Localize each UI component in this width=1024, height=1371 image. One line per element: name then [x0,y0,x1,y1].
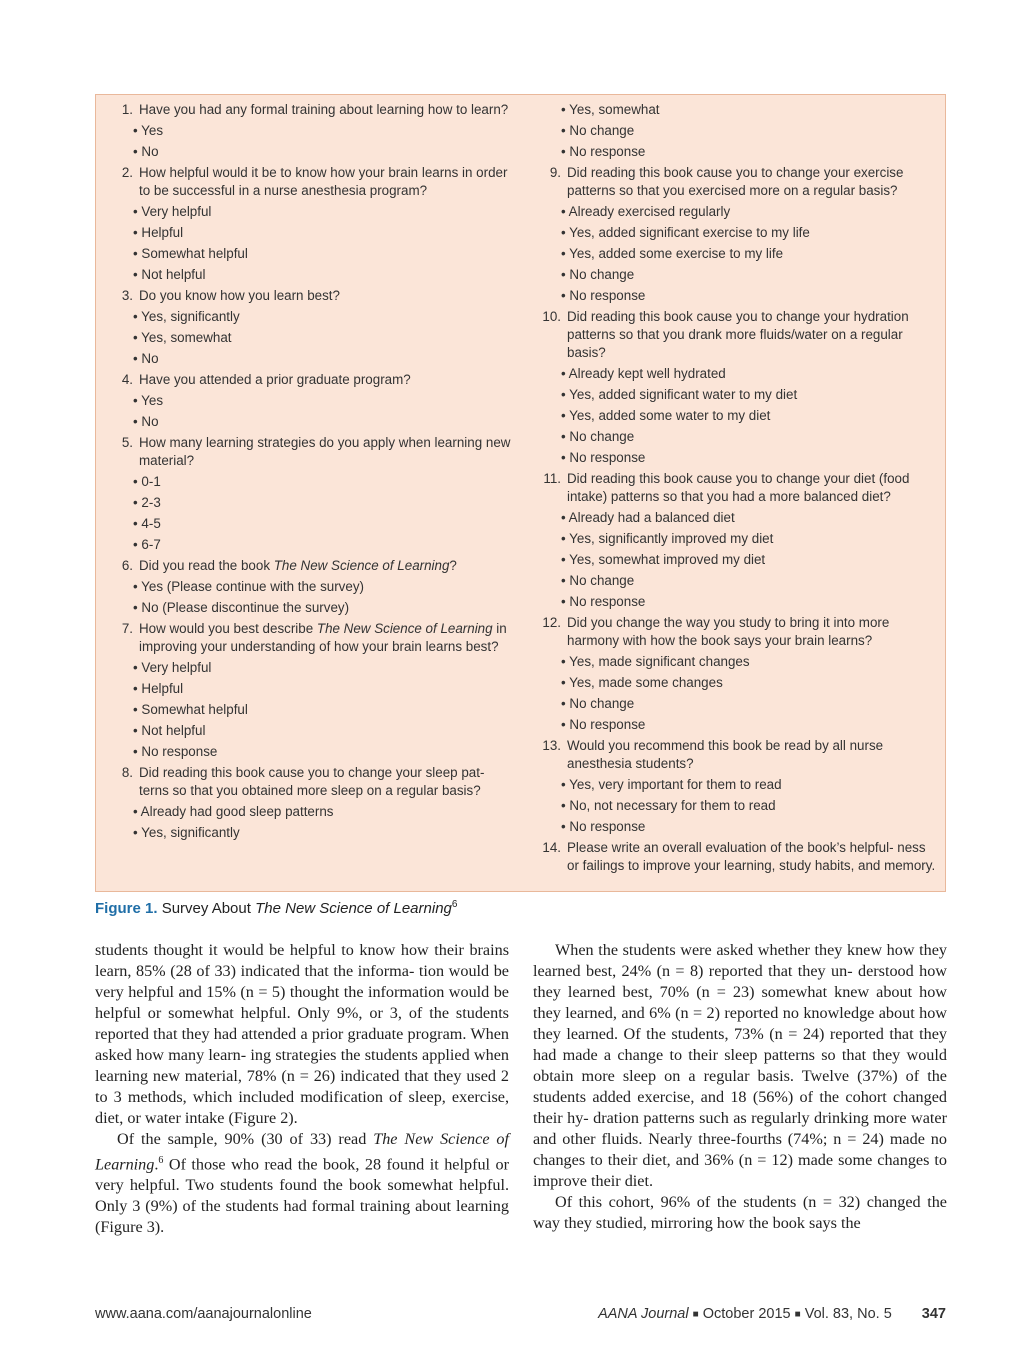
reference-superscript: 6 [158,1155,164,1166]
answer-option: • Helpful [133,225,184,240]
answer-option: • Already kept well hydrated [561,366,726,381]
question-text-part: Did reading this book cause you to change your diet (food intake) patterns so that you had a more balanced diet? [567,471,910,504]
answer-option: • Somewhat helpful [133,702,248,717]
survey-column-left [110,101,515,845]
question-number: 5. [121,435,133,450]
answer-option: • Very helpful [133,660,212,675]
body-paragraph [533,1192,947,1234]
footer-journal-name: AANA Journal [598,1306,689,1322]
question-text [139,101,515,119]
paragraph-text: students thought it would be helpful to know how their brains learn, 85% (28 of 33) indicated that the informa- tion would be very helpful and 15% (n = 5) thought the information would be helpful or somewhat helpful. Only 9%, or 3, of the students reported that they had attended a prior graduate program. When asked how many learn- ing strategies the students applied when learning new material, 78% (n = 26) indicated that they used 2 to 3 methods, which included modification of sleep, exercise, diet, or water intake (Figure 2). [95,941,509,1127]
survey-question [110,557,515,575]
question-number: 12. [542,615,561,630]
answer-option: • No [133,351,159,366]
figure-caption [95,899,457,917]
question-text-part: Did you change the way you study to bring it into more harmony with how the book says your brain learns? [567,615,890,648]
footer-separator: ■ [692,1309,699,1320]
answer-option: • Yes, somewhat [133,330,232,345]
question-number: 8. [121,765,133,780]
question-text-part: How helpful would it be to know how your brain learns in order to be successful in a nurse anesthesia program? [139,165,508,198]
question-text-part: How many learning strategies do you apply when learning new material? [139,435,511,468]
survey-question [110,287,515,305]
answer-option: • Yes, somewhat improved my diet [561,552,766,567]
question-text-part: Did reading this book cause you to change your sleep pat- terns so that you obtained more sleep on a regular basis? [139,765,485,798]
question-text [567,839,940,875]
paragraph-text: When the students were asked whether they knew how they learned best, 24% (n = 8) reported that they un- derstood how they learned best, 70% (n = 23) somewhat knew about how they learned, and 6% (n = 2) reported no knowledge about how they learned. Of the students, 73% (n = 24) reported that they had made a change to their sleep patterns so that they would obtain more sleep on a regular basis. Twelve (37%) of the students added exercise, and 18 (56%) of the cohort changed their hy- dration patterns such as regularly drinking more water and other fluids. Nearly three-fourths (74%; n = 24) made no changes to their diet, and 36% (n = 12) made some changes to improve their diet. [533,941,947,1190]
answer-option: • Yes, very important for them to read [561,777,782,792]
answer-option: • Yes (Please continue with the survey) [133,579,364,594]
question-number: 14. [542,840,561,855]
question-text-part: How would you best describe [139,621,317,636]
answer-option: • No response [561,288,646,303]
question-number: 2. [121,165,133,180]
question-text [139,557,515,575]
question-text-part: Did reading this book cause you to change your hydration patterns so that you drank more fluids/water on a regular basis? [567,309,909,360]
survey-column-right [538,101,940,878]
footer-url: www.aana.com/aanajournalonline [95,1306,312,1322]
answer-option: • Already exercised regularly [561,204,731,219]
answer-option: • 0-1 [133,474,161,489]
question-text-part: Have you had any formal training about learning how to learn? [139,102,509,117]
answer-option: • Yes [133,123,164,138]
question-number: 3. [121,288,133,303]
question-text [567,737,940,773]
survey-question [538,470,940,506]
answer-option: • Yes, added some water to my diet [561,408,771,423]
question-text [139,287,515,305]
question-text [139,164,515,200]
question-number: 1. [121,102,133,117]
question-text [139,620,515,656]
answer-option: • Yes, significantly improved my diet [561,531,774,546]
caption-text: Survey About [161,900,256,917]
answer-option: • Very helpful [133,204,212,219]
footer-date: October 2015 [702,1306,791,1322]
answer-option: • Somewhat helpful [133,246,248,261]
answer-option: • No change [561,696,635,711]
answer-option: • No response [561,819,646,834]
answer-option: • No change [561,429,635,444]
answer-option: • No change [561,123,635,138]
survey-question [110,620,515,656]
survey-question [538,308,940,362]
answer-option: • No [133,414,159,429]
answer-option: • No, not necessary for them to read [561,798,776,813]
footer-separator: ■ [794,1309,801,1320]
answer-option: • Yes, added significant exercise to my life [561,225,810,240]
caption-book-title: The New Science of Learning [255,900,452,917]
answer-option: • No response [561,594,646,609]
body-column-left [95,940,509,1238]
answer-option: • 4-5 [133,516,161,531]
paragraph-text: Of those who read the book, 28 found it helpful or very helpful. Two students found the book somewhat helpful. Only 3 (9%) of the students had formal training about learning (Figure 3). [95,1155,509,1237]
survey-question [538,164,940,200]
survey-figure [95,94,946,892]
question-text-part: Please write an overall evaluation of the book’s helpful- ness or failings to improve your learning, study habits, and memory. [567,840,936,873]
caption-reference: 6 [451,899,458,910]
question-text [139,434,515,470]
answer-option: • No response [561,717,646,732]
question-text-part: Did you read the book [139,558,274,573]
question-text-part: in improving your understanding of how your brain learns best? [139,621,507,654]
answer-option: • No change [561,573,635,588]
question-number: 4. [121,372,133,387]
answer-option: • Yes, made some changes [561,675,723,690]
answer-option: • Yes, added significant water to my diet [561,387,798,402]
question-text [567,614,940,650]
survey-question [538,737,940,773]
answer-option: • Yes, somewhat [561,102,660,117]
question-text [567,308,940,362]
paragraph-text: Of the sample, 90% (30 of 33) read [117,1130,374,1148]
footer-journal-info [598,1306,946,1322]
figure-label: Figure 1. [95,900,158,917]
book-title: The New Science of Learning [316,621,493,636]
question-text-part: ? [449,558,457,573]
book-title: The New Science of Learning [95,1130,510,1174]
question-number: 9. [549,165,561,180]
paragraph-text: Of this cohort, 96% of the students (n = 32) changed the way they studied, mirroring how the book says the [533,1193,947,1232]
question-number: 6. [121,558,133,573]
answer-option: • 2-3 [133,495,161,510]
question-text [567,470,940,506]
answer-option: • No [133,144,159,159]
answer-option: • Yes, significantly [133,825,240,840]
footer-volume: Vol. 83, No. 5 [804,1306,892,1322]
survey-question [538,839,940,875]
answer-option: • Yes, significantly [133,309,240,324]
answer-option: • No response [561,450,646,465]
question-text [567,164,940,200]
survey-question [110,101,515,119]
survey-question [538,614,940,650]
question-text-part: Do you know how you learn best? [139,288,340,303]
body-column-right [533,940,947,1234]
answer-option: • Helpful [133,681,184,696]
body-paragraph [533,940,947,1192]
paragraph-text: . [154,1155,159,1174]
question-text-part: Would you recommend this book be read by all nurse anesthesia students? [567,738,884,771]
question-text [139,371,515,389]
answer-option: • Yes, added some exercise to my life [561,246,784,261]
question-number: 10. [542,309,561,324]
answer-option: • No response [561,144,646,159]
answer-option: • Yes [133,393,164,408]
answer-option: • No response [133,744,218,759]
answer-option: • No change [561,267,635,282]
question-number: 11. [543,471,561,486]
survey-question [110,371,515,389]
question-text [139,764,515,800]
page-number: 347 [921,1306,946,1322]
survey-question [110,764,515,800]
answer-option: • No (Please discontinue the survey) [133,600,350,615]
survey-question [110,164,515,200]
answer-option: • 6-7 [133,537,161,552]
question-text-part: Have you attended a prior graduate program? [139,372,411,387]
answer-option: • Not helpful [133,267,206,282]
survey-question [110,434,515,470]
answer-option: • Yes, made significant changes [561,654,750,669]
answer-option: • Already had a balanced diet [561,510,735,525]
question-number: 13. [542,738,561,753]
book-title: The New Science of Learning [273,558,450,573]
answer-option: • Already had good sleep patterns [133,804,334,819]
body-paragraph [95,940,509,1129]
question-text-part: Did reading this book cause you to change your exercise patterns so that you exercised more on a regular basis? [567,165,904,198]
body-paragraph [95,1129,509,1238]
answer-option: • Not helpful [133,723,206,738]
question-number: 7. [121,621,133,636]
